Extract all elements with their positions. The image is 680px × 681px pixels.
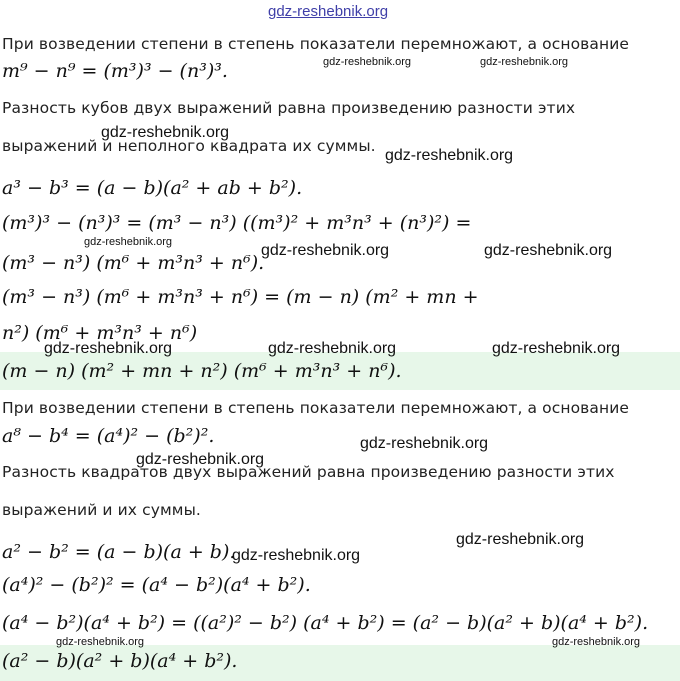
watermark: gdz-reshebnik.org [456, 531, 585, 548]
answer-2: (a² − b)(a² + b)(a⁴ + b²). [2, 650, 238, 672]
watermark: gdz-reshebnik.org [136, 451, 265, 468]
watermark: gdz-reshebnik.org [101, 124, 230, 141]
rule-power-of-power-1: При возведении степени в степень показатели перемножают, а основание [2, 35, 630, 53]
watermark: gdz-reshebnik.org [44, 340, 173, 357]
formula-2-3: (a⁴)² − (b²)² = (a⁴ − b²)(a⁴ + b²). [2, 574, 311, 596]
rule-power-of-power-2: При возведении степени в степень показатели перемножают, а основание [2, 399, 630, 417]
rule-difference-of-squares-b: выражений и их суммы. [2, 501, 201, 519]
formula-2-4: (a⁴ − b²)(a⁴ + b²) = ((a²)² − b²) (a⁴ + b²) = (a² − b)(a² + b)(a⁴ + b²). [2, 612, 649, 634]
formula-2-2: a² − b² = (a − b)(a + b). [2, 541, 236, 563]
formula-1-1: m⁹ − n⁹ = (m³)³ − (n³)³. [2, 60, 228, 82]
rule-difference-of-squares-a: Разность квадратов двух выражений равна произведению разности этих [2, 463, 615, 481]
formula-1-2: a³ − b³ = (a − b)(a² + ab + b²). [2, 177, 303, 199]
formula-2-1: a⁸ − b⁴ = (a⁴)² − (b²)². [2, 425, 215, 447]
watermark: gdz-reshebnik.org [552, 636, 641, 648]
formula-1-5: (m³ − n³) (m⁶ + m³n³ + n⁶) = (m − n) (m² + mn + [2, 286, 479, 308]
watermark: gdz-reshebnik.org [323, 56, 412, 68]
formula-1-6: n²) (m⁶ + m³n³ + n⁶) [2, 322, 198, 344]
watermark: gdz-reshebnik.org [385, 147, 514, 164]
watermark: gdz-reshebnik.org [268, 340, 397, 357]
watermark: gdz-reshebnik.org [84, 236, 173, 248]
site-link[interactable]: gdz-reshebnik.org [268, 3, 389, 20]
watermark: gdz-reshebnik.org [360, 435, 489, 452]
watermark: gdz-reshebnik.org [492, 340, 621, 357]
answer-1: (m − n) (m² + mn + n²) (m⁶ + m³n³ + n⁶). [2, 360, 402, 382]
rule-difference-of-cubes-a: Разность кубов двух выражений равна произведению разности этих [2, 99, 576, 117]
formula-1-3: (m³)³ − (n³)³ = (m³ − n³) ((m³)² + m³n³ + (n³)²) = [2, 212, 472, 234]
watermark: gdz-reshebnik.org [480, 56, 569, 68]
watermark: gdz-reshebnik.org [232, 547, 361, 564]
watermark: gdz-reshebnik.org [484, 242, 613, 259]
watermark: gdz-reshebnik.org [56, 636, 145, 648]
formula-1-4: (m³ − n³) (m⁶ + m³n³ + n⁶). [2, 252, 265, 274]
watermark: gdz-reshebnik.org [261, 242, 390, 259]
rule-difference-of-cubes-b: выражений и неполного квадрата их суммы. [2, 137, 376, 155]
